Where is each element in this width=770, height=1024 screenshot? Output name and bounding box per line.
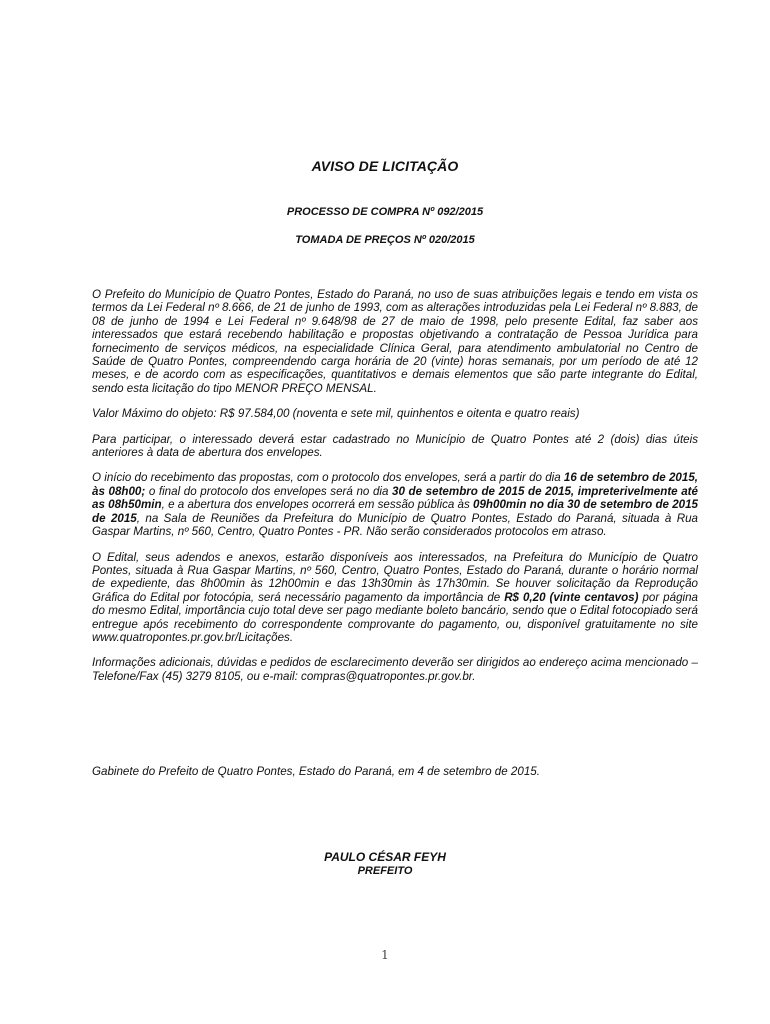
paragraph-intro: O Prefeito do Município de Quatro Pontes, Estado do Paraná, no uso de suas atribuições legais e tendo em vista os termos da Lei Federal nº 8.666, de 21 de junho de 1993, com as alterações introduzidas pela Lei Federal nº 8.883, de 08 de junho de 1994 e Lei Federal nº 9.648/98 de 27 de maio de 1998, pelo presente Edital, faz saber aos interessados que estará recebendo habilitação e propostas objetivando a contratação de Pessoa Jurídica para fornecimento de serviços médicos, na especialidade Clínica Geral, para atendimento ambulatorial no Centro de Saúde de Quatro Pontes, compreendendo carga horária de 20 (vinte) horas semanais, por um período de até 12 meses, e de acordo com as especificações, quantitativos e demais elementos que são parte integrante do Edital, sendo esta licitação do tipo MENOR PREÇO MENSAL. bbox=[92, 288, 698, 395]
signatory-name: PAULO CÉSAR FEYH bbox=[324, 850, 446, 864]
paragraph-max-value: Valor Máximo do objeto: R$ 97.584,00 (noventa e sete mil, quinhentos e oitenta e quatro reais) bbox=[92, 407, 580, 421]
schedule-text-3: , e a abertura dos envelopes ocorrerá em sessão pública às bbox=[161, 498, 474, 512]
date-line: Gabinete do Prefeito de Quatro Pontes, Estado do Paraná, em 4 de setembro de 2015. bbox=[92, 765, 540, 778]
copy-price: R$ 0,20 (vinte centavos) bbox=[504, 590, 639, 604]
schedule-opening-date: 09h00min no dia 30 de setembro de 2015 de 2015 bbox=[92, 498, 698, 525]
schedule-text-4: , na Sala de Reuniões da Prefeitura do Município de Quatro Pontes, Estado do Paraná, situada à Rua Gaspar Martins, nº 560, Centro, Quatro Pontes - PR. Não serão considerados protocolos em atraso. bbox=[92, 511, 698, 539]
document-body bbox=[92, 288, 698, 695]
page-number: 1 bbox=[381, 948, 389, 962]
paragraph-schedule bbox=[92, 471, 698, 538]
paragraph-registration: Para participar, o interessado deverá estar cadastrado no Município de Quatro Pontes até 2 (dois) dias úteis anteriores à data de abertura dos envelopes. bbox=[92, 432, 698, 460]
paragraph-availability bbox=[92, 551, 698, 645]
availability-text-1: O Edital, seus adendos e anexos, estarão disponíveis aos interessados, na Prefeitura do Município de Quatro Pontes, situada à Rua Gaspar Martins, nº 560, Centro, Quatro Pontes, Estado do Paraná, durante o horário normal de expediente, das 8h00min às 12h00min e das 13h30min às 17h30min. Se houver solicitação da Reprodução Gráfica do Edital por fotocópia, será necessário pagamento da importância de bbox=[92, 550, 698, 604]
schedule-text-2: o final do protocolo dos envelopes será no dia bbox=[145, 484, 393, 498]
signatory-role: PREFEITO bbox=[357, 865, 413, 877]
availability-text-2: por página do mesmo Edital, importância cujo total deve ser pago mediante boleto bancário, sendo que o Edital fotocopiado será entregue após recebimento do correspondente comprovante do pagamento, ou, disponível gratuitamente no site www.quatropontes.pr.gov.br/Licitações. bbox=[92, 590, 698, 644]
schedule-end-date: 30 de setembro de 2015 de 2015, impreterivelmente até as 08h50min bbox=[92, 484, 698, 512]
document-title: AVISO DE LICITAÇÃO bbox=[311, 158, 459, 174]
schedule-text-1: O início do recebimento das propostas, com o protocolo dos envelopes, será a partir do dia bbox=[92, 471, 564, 485]
schedule-start-date: 16 de setembro de 2015, às 08h00; bbox=[92, 471, 698, 498]
process-number: PROCESSO DE COMPRA Nº 092/2015 bbox=[286, 206, 484, 218]
paragraph-contact: Informações adicionais, dúvidas e pedidos de esclarecimento deverão ser dirigidos ao endereço acima mencionado – Telefone/Fax (45) 3279 8105, ou e-mail: compras@quatropontes.pr.gov.br. bbox=[92, 656, 698, 683]
tender-number: TOMADA DE PREÇOS Nº 020/2015 bbox=[295, 234, 475, 246]
